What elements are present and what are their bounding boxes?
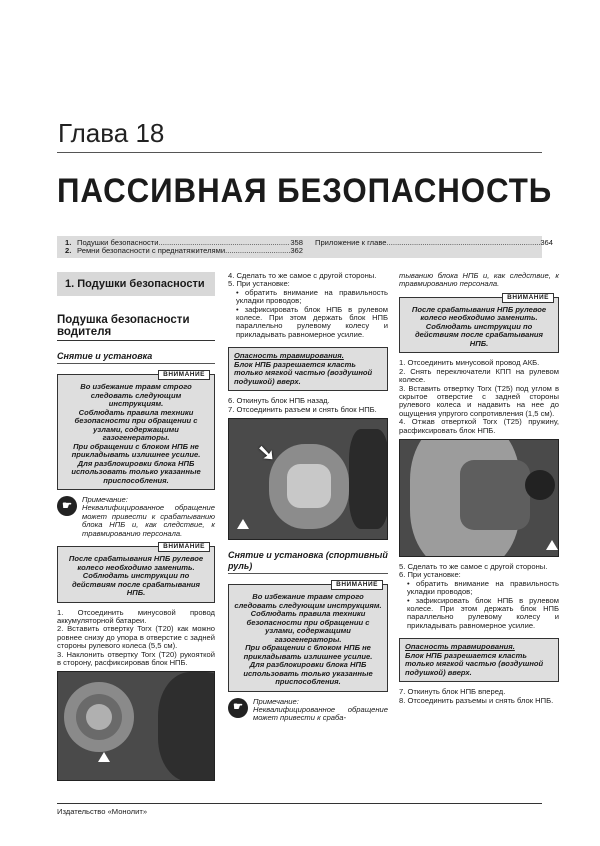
bullet: • обратить внимание на правильность укладки проводов; bbox=[407, 578, 559, 597]
hand-icon: ☛ bbox=[228, 698, 248, 718]
warning-tag: ВНИМАНИЕ bbox=[158, 370, 210, 380]
arrow-icon: ➘ bbox=[257, 440, 276, 466]
chapter-label: Глава 18 bbox=[58, 118, 165, 148]
step: 8. Отсоединить разъемы и снять блок НПБ. bbox=[399, 695, 554, 705]
warning-tag: ВНИМАНИЕ bbox=[158, 542, 210, 552]
toc-item[interactable]: 1. Подушки безопасности ..... 358 bbox=[65, 239, 303, 247]
column-middle bbox=[228, 272, 388, 729]
section-title: Подушка безопасности водителя bbox=[57, 314, 215, 341]
warning-box: ВНИМАНИЕ Во избежание травм строго следовать следующим инструкциям. Соблюдать правила техники безопасности при обращении с узлами, содержащими газогенераторы. При обращении с блоком НПБ не прикладывать излишнее усилие. Для разблокировки блока НПБ использовать только указанные приспособления. bbox=[228, 584, 388, 692]
column-right bbox=[399, 272, 559, 705]
chapter-divider bbox=[57, 152, 542, 153]
step: 4. Сделать то же самое с другой стороны. bbox=[228, 271, 377, 280]
table-of-contents bbox=[57, 236, 553, 258]
warning-box: ВНИМАНИЕ После срабатывания НПБ рулевое колесо необходимо заменить. Соблюдать инструкции по действиям после срабатывания НПБ. bbox=[57, 546, 215, 603]
step: 6. Откинуть блок НПБ назад. bbox=[228, 396, 330, 406]
danger-box: Опасность травмирования. Блок НПБ разрешается класть только мягкой частью (воздушной подушкой) вверх. bbox=[399, 638, 559, 682]
step: 1. Отсоединить минусовой провод АКБ. bbox=[399, 358, 540, 368]
airbag-connector-photo bbox=[228, 418, 388, 540]
warning-box: ВНИМАНИЕ После срабатывания НПБ рулевое колесо необходимо заменить. Соблюдать инструкции по действиям после срабатывания НПБ. bbox=[399, 297, 559, 354]
marker-triangle bbox=[98, 752, 110, 762]
bullet: • обратить внимание на правильность укладки проводов; bbox=[236, 287, 388, 306]
toc-item[interactable]: Приложение к главе ..... 364 bbox=[315, 239, 553, 247]
danger-box: Опасность травмирования. Блок НПБ разрешается класть только мягкой частью (воздушной подушкой) вверх. bbox=[228, 347, 388, 391]
step: 6. При установке: bbox=[399, 570, 461, 580]
marker-triangle bbox=[546, 540, 558, 550]
toc-item[interactable]: 2. Ремни безопасности с преднатяжителями ..... 362 bbox=[65, 247, 303, 255]
bullet: • зафиксировать блок НПБ в рулевом колесе. При этом держать блок НПБ параллельно рулевому колесу и прикладывать равномерное усилие. bbox=[407, 595, 559, 630]
step: 5. Сделать то же самое с другой стороны. bbox=[399, 561, 548, 571]
step: 4. Отжав отверткой Torx (T25) пружину, расфиксировать блок НПБ. bbox=[399, 417, 559, 435]
page-title: ПАССИВНАЯ БЕЗОПАСНОСТЬ bbox=[57, 172, 553, 210]
steering-wheel-rear-photo bbox=[399, 439, 559, 557]
bullet: • зафиксировать блок НПБ в рулевом колесе. При этом держать блок НПБ параллельно рулевому колесу и прикладывать равномерное усилие. bbox=[236, 304, 388, 339]
step: 2. Снять переключатели КПП на рулевом колесе. bbox=[399, 366, 559, 385]
continued-text: тыванию блока НПБ и, как следствие, к травмированию персонала. bbox=[399, 271, 559, 289]
step: 3. Вставить отвертку Torx (T25) под углом в скрытое отверстие с задней стороны рулевого колеса и надавить на нее до ощущения упругого сопротивления (1,5 см). bbox=[399, 383, 559, 418]
step: 5. При установке: bbox=[228, 279, 290, 289]
step: 7. Отсоединить разъем и снять блок НПБ. bbox=[228, 404, 377, 414]
warning-box: ВНИМАНИЕ Во избежание травм строго следовать следующим инструкциям. Соблюдать правила техники безопасности при обращении с узлами, содержащими газогенераторы. При обращении с блоком НПБ не прикладывать излишнее усилие. Для разблокировки блока НПБ использовать только указанные приспособления. bbox=[57, 374, 215, 490]
column-left bbox=[57, 272, 215, 781]
section-header: 1. Подушки безопасности bbox=[57, 272, 215, 296]
warning-tag: ВНИМАНИЕ bbox=[331, 580, 383, 590]
subsection-title: Снятие и установка bbox=[57, 351, 215, 364]
warning-tag: ВНИМАНИЕ bbox=[502, 293, 554, 303]
step: 3. Наклонить отвертку Torx (T20) рукояткой в сторону, расфиксировав блок НПБ. bbox=[57, 649, 215, 667]
steering-wheel-photo bbox=[57, 671, 215, 781]
footer-publisher: Издательство «Монолит» bbox=[57, 803, 542, 816]
marker-triangle bbox=[237, 519, 249, 529]
step: 1. Отсоединить минусовой провод аккумуляторной батареи. bbox=[57, 607, 215, 625]
step: 2. Вставить отвертку Torx (T20) как можно ровнее снизу до упора в отверстие с задней стороны рулевого колеса (5,5 см). bbox=[57, 624, 215, 651]
hand-icon: ☛ bbox=[57, 496, 77, 516]
note-block: ☛ Примечание: Неквалифицированное обращение может привести к срабатыванию блока НПБ и, как следствие, к травмированию персонала. bbox=[57, 496, 215, 538]
step: 7. Откинуть блок НПБ вперед. bbox=[399, 687, 506, 697]
note-block: ☛ Примечание: Неквалифицированное обращение может привести к сраба- bbox=[228, 698, 388, 723]
subsection-title: Снятие и установка (спортивный руль) bbox=[228, 550, 388, 574]
